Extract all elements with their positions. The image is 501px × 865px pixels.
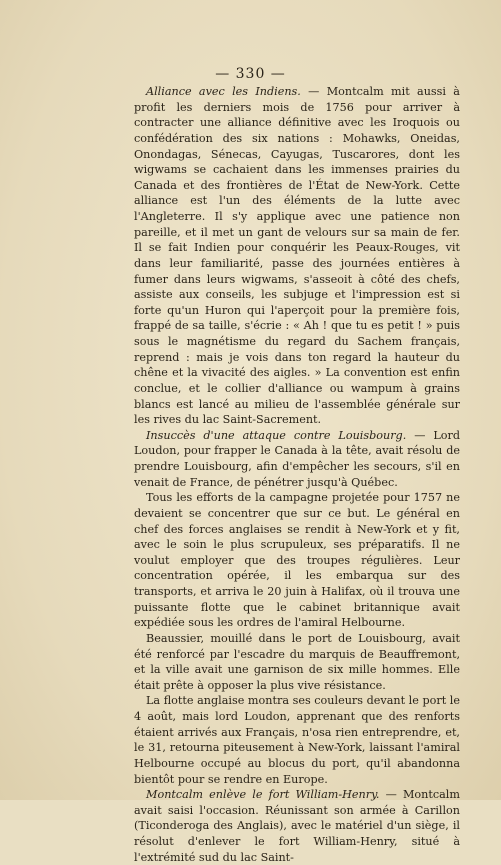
paragraph-text: — Montcalm mit aussi à profit les derniers mois de 1756 pour arriver à contracter une alliance définitive avec les Iroquois ou confédération des six nations : Mohawks, Oneidas, Onondagas, Sénecas, Cayugas, Tuscarores, dont les wigwams se cachaient dans les immenses prairies du Canada et des frontières de l'État de New-York. Cette alliance est l'un des éléments de la lutte avec l'Angleterre. Il s'y applique avec une patience non pareille, et il met un gant de velours sur sa main de fer. Il se fait Indien pour conquérir les Peaux-Rouges, vit dans leur familiarité, passe des journées entières à fumer dans leurs wigwams, s'asseoit à côté des chefs, assiste aux conseils, les subjuge et l'impression est si forte qu'un Huron qui l'aperçoit pour la première fois, frappé de sa taille, s'écrie : « Ah ! que tu es petit ! » puis sous le magnétisme du regard du Sachem français, reprend : mais je vois dans ton regard la hauteur du chêne et la vivacité des aigles. » La convention est enfin conclue, et le collier d'alliance ou wampum à grains blancs est lancé au milieu de l'assemblée générale sur les rives du lac Saint-Sacrement. <box>134 85 460 427</box>
page-number: — 330 — <box>215 66 286 82</box>
paragraph-text: Beaussier, mouillé dans le port de Louisbourg, avait été renforcé par l'escadre du marquis de Beauffremont, et la ville avait une garnison de six mille hommes. Elle était prête à opposer la plus vive résistance. <box>134 631 460 692</box>
section-title: Insuccès d'une attaque contre Louisbourg. <box>146 428 407 442</box>
paragraph-campaign <box>134 490 460 631</box>
paragraph-william-henry <box>134 787 460 865</box>
paragraph-text: La flotte anglaise montra ses couleurs devant le port le 4 août, mais lord Loudon, apprenant que des renforts étaient arrivés aux Français, n'osa rien entreprendre, et, le 31, retourna piteusement à New-York, laissant l'amiral Helbourne occupé au blocus du port, qu'il abandonna bientôt pour se rendre en Europe. <box>134 694 460 786</box>
paragraph-fleet <box>134 693 460 787</box>
paragraph-alliance <box>134 84 460 428</box>
paragraph-text: Tous les efforts de la campagne projetée pour 1757 ne devaient se concentrer que sur ce but. Le général en chef des forces anglaises se rendit à New-York et y fit, avec le soin le plus scrupuleux, ses préparatifs. Il ne voulut employer que des troupes régulières. Leur concentration opérée, il les embarqua sur des transports, et arriva le 20 juin à Halifax, où il trouva une puissante flotte que le cabinet britannique avait expédiée sous les ordres de l'amiral Helbourne. <box>134 491 460 630</box>
page-body <box>134 84 460 865</box>
paragraph-text: — Montcalm avait saisi l'occasion. Réunissant son armée à Carillon (Ticonderoga des Anglais), avec le matériel d'un siège, il résolut d'enlever le fort William-Henry, situé à l'extrémité sud du lac Saint- <box>134 788 460 864</box>
paragraph-louisbourg <box>134 428 460 491</box>
section-title: Montcalm enlève le fort William-Henry. <box>146 788 380 802</box>
paragraph-beaussier <box>134 631 460 694</box>
paragraph-text: — Lord Loudon, pour frapper le Canada à la tête, avait résolu de prendre Louisbourg, afin d'empêcher les secours, s'il en venait de France, de pénétrer jusqu'à Québec. <box>134 428 460 489</box>
section-title: Alliance avec les Indiens. <box>146 85 301 98</box>
